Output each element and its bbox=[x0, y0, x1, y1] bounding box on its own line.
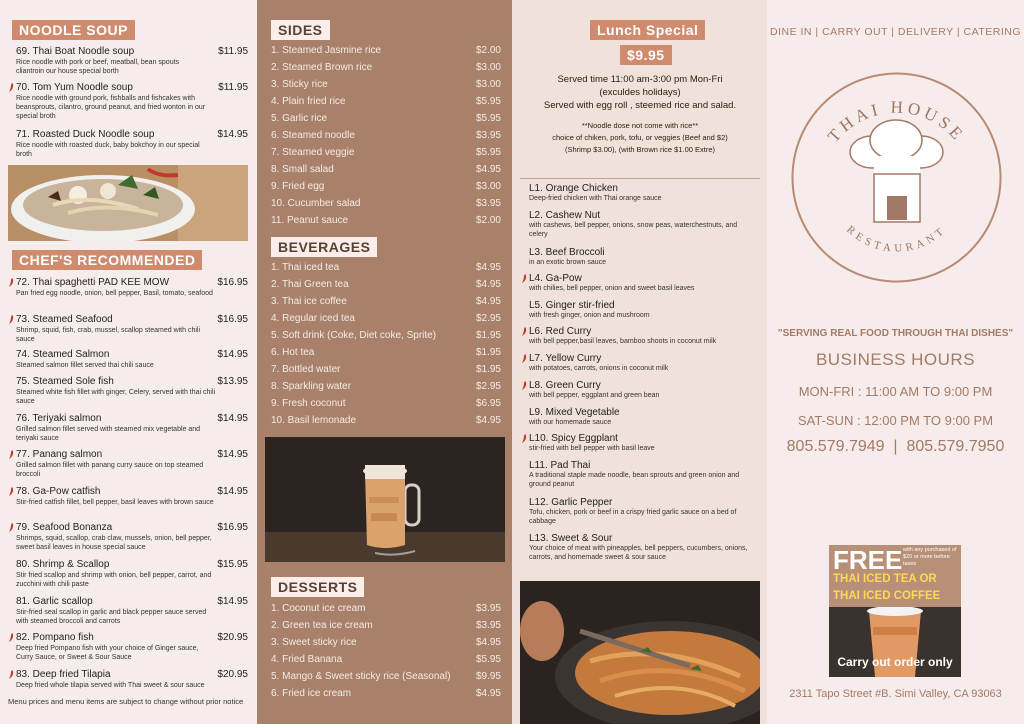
item-description: Shrimps, squid, scallop, crab claw, mussels, onion, bell pepper, sweet basil leaves in house special sauce bbox=[16, 535, 212, 551]
item-name: 75. Steamed Sole fish bbox=[16, 376, 114, 387]
house-icon bbox=[874, 174, 920, 222]
item-name: 2. Steamed Brown rice bbox=[271, 62, 373, 73]
logo-bottom-text: RESTAURANT bbox=[844, 223, 949, 255]
item-name: 4. Plain fried rice bbox=[271, 96, 346, 107]
desserts-header: DESSERTS bbox=[271, 577, 364, 597]
item-price: $6.95 bbox=[475, 398, 501, 409]
chili-icon bbox=[521, 274, 527, 283]
promo-card bbox=[829, 545, 961, 677]
item-description: Pan fried egg noodle, onion, bell pepper, Basil, tomato, seafood bbox=[16, 290, 213, 297]
item-name: L4. Ga-Pow bbox=[529, 273, 582, 284]
item-description: Your choice of meat with pineapples, bell peppers, cucumbers, onions, carrots, and homemade sweet & sour sauce bbox=[529, 545, 748, 561]
item-price: $1.95 bbox=[475, 330, 501, 341]
item-name: 3. Sticky rice bbox=[271, 79, 328, 90]
phone-numbers[interactable]: 805.579.7949 | 805.579.7950 bbox=[786, 438, 1005, 455]
svg-text:RESTAURANT bbox=[844, 224, 949, 255]
promo-line1: THAI ICED TEA OR bbox=[833, 573, 937, 585]
item-description: Deep fried whole tilapia served with Thai sweet & sour sauce bbox=[16, 682, 205, 689]
slogan: "SERVING REAL FOOD THROUGH THAI DISHES" bbox=[777, 328, 1014, 339]
lunch-price-badge: $9.95 bbox=[620, 45, 672, 65]
item-price: $5.95 bbox=[475, 96, 501, 107]
item-name: 82. Pompano fish bbox=[16, 632, 94, 643]
item-name: L6. Red Curry bbox=[529, 326, 592, 337]
item-name: 2. Thai Green tea bbox=[271, 279, 349, 290]
chili-icon bbox=[8, 315, 14, 324]
item-name: 6. Steamed noodle bbox=[271, 130, 355, 141]
item-price: $2.95 bbox=[475, 313, 501, 324]
item-price: $2.00 bbox=[475, 45, 501, 56]
item-name: 72. Thai spaghetti PAD KEE MOW bbox=[16, 277, 170, 288]
item-price: $2.95 bbox=[475, 381, 501, 392]
chili-icon bbox=[8, 633, 14, 642]
item-name: 8. Small salad bbox=[271, 164, 334, 175]
item-price: $2.00 bbox=[475, 215, 501, 226]
item-price: $14.95 bbox=[217, 449, 248, 460]
item-description: stir-fried with bell pepper with basil leave bbox=[529, 445, 655, 452]
item-name: 77. Panang salmon bbox=[16, 449, 103, 460]
item-name: L10. Spicy Eggplant bbox=[529, 433, 618, 444]
item-description: Tofu, chicken, pork or beef in a crispy fried garlic sauce on a bed of cabbage bbox=[529, 509, 737, 525]
panel-right bbox=[767, 0, 1024, 724]
lunch-hours bbox=[520, 73, 760, 112]
item-price: $3.00 bbox=[475, 181, 501, 192]
item-name: 1. Thai iced tea bbox=[271, 262, 340, 273]
item-name: 78. Ga-Pow catfish bbox=[16, 486, 101, 497]
item-name: 10. Cucumber salad bbox=[271, 198, 361, 209]
logo-top-text: THAI HOUSE bbox=[824, 97, 969, 146]
price-notice: Menu prices and menu items are subject to change without prior notice bbox=[8, 697, 244, 706]
item-price: $11.95 bbox=[218, 82, 248, 93]
item-description: Deep fried Pompano fish with your choice of Ginger sauce, Curry Sauce, or Sweet & Sour Sauce bbox=[16, 645, 199, 661]
lunch-special-header: Lunch Special bbox=[590, 20, 705, 40]
item-description: with cashews, bell pepper, onions, snow peas, waterchestnuts, and celery bbox=[529, 222, 738, 238]
item-price: $3.95 bbox=[475, 620, 501, 631]
noodle-soup-header: NOODLE SOUP bbox=[12, 20, 135, 40]
item-price: $3.00 bbox=[475, 79, 501, 90]
item-name: 6. Fried ice cream bbox=[271, 688, 352, 699]
item-price: $14.95 bbox=[217, 596, 248, 607]
item-price: $3.95 bbox=[475, 130, 501, 141]
item-name: L13. Sweet & Sour bbox=[529, 533, 613, 544]
item-name: 71. Roasted Duck Noodle soup bbox=[16, 129, 155, 140]
item-price: $9.95 bbox=[475, 671, 501, 682]
item-description: with our homemade sauce bbox=[529, 419, 612, 426]
promo-line2: THAI ICED COFFEE bbox=[833, 590, 941, 602]
item-description: with chilies, bell pepper, onion and sweet basil leaves bbox=[529, 285, 695, 292]
item-name: 74. Steamed Salmon bbox=[16, 349, 110, 360]
item-name: L11. Pad Thai bbox=[529, 460, 591, 471]
chili-icon bbox=[8, 278, 14, 287]
thai-iced-tea-photo bbox=[265, 437, 505, 562]
chili-icon bbox=[8, 487, 14, 496]
item-name: 9. Fresh coconut bbox=[271, 398, 346, 409]
item-name: 11. Peanut sauce bbox=[271, 215, 349, 226]
lunch-note2: choice of chiken, pork, tofu, or veggies (Beef and $2) bbox=[552, 133, 728, 142]
item-price: $3.95 bbox=[475, 603, 501, 614]
item-price: $14.95 bbox=[217, 349, 248, 360]
item-description: Stir fried scallop and shrimp with onion, bell pepper, carrot, and zucchini with chili paste bbox=[16, 572, 212, 588]
item-name: 6. Hot tea bbox=[271, 347, 315, 358]
item-description: with fresh ginger, onion and mushroom bbox=[529, 312, 650, 319]
item-name: 2. Green tea ice cream bbox=[271, 620, 373, 631]
chili-icon bbox=[521, 381, 527, 390]
item-name: 4. Regular iced tea bbox=[271, 313, 355, 324]
services-line: DINE IN | CARRY OUT | DELIVERY | CATERING bbox=[770, 26, 1021, 38]
lunch-divider bbox=[520, 178, 760, 179]
chili-icon bbox=[8, 83, 14, 92]
item-price: $4.95 bbox=[475, 415, 501, 426]
item-price: $16.95 bbox=[217, 277, 248, 288]
item-name: 5. Garlic rice bbox=[271, 113, 328, 124]
chef-hat-icon bbox=[850, 120, 943, 174]
item-price: $4.95 bbox=[475, 637, 501, 648]
item-description: A traditional staple made noodle, bean sprouts and green onion and ground peanut bbox=[529, 472, 740, 488]
item-price: $14.95 bbox=[217, 129, 248, 140]
item-name: L5. Ginger stir-fried bbox=[529, 300, 615, 311]
lunch-note3: (Shrimp $3.00), (with Brown rice $1.00 Extre) bbox=[564, 145, 716, 154]
item-name: 5. Mango & Sweet sticky rice (Seasonal) bbox=[271, 671, 451, 682]
address: 2311 Tapo Street #B. Simi Valley, CA 93063 bbox=[789, 688, 1002, 700]
item-price: $4.95 bbox=[475, 164, 501, 175]
item-description: Steamed salmon fillet served thai chili sauce bbox=[16, 362, 154, 369]
item-name: 73. Steamed Seafood bbox=[16, 314, 113, 325]
item-price: $1.95 bbox=[475, 347, 501, 358]
chili-icon bbox=[8, 670, 14, 679]
item-description: with bell pepper, eggplant and green bean bbox=[529, 392, 660, 399]
chili-icon bbox=[8, 523, 14, 532]
lunch-note1: **Noodle dose not come with rice** bbox=[581, 121, 699, 130]
item-name: 9. Fried egg bbox=[271, 181, 325, 192]
hours-weekday: MON-FRI : 11:00 AM TO 9:00 PM bbox=[798, 384, 993, 399]
lunch-time-line1: Served time 11:00 am-3:00 pm Mon-Fri bbox=[557, 74, 723, 85]
item-name: 3. Thai ice coffee bbox=[271, 296, 347, 307]
item-description: in an exotic brown sauce bbox=[529, 259, 607, 266]
item-name: L3. Beef Broccoli bbox=[529, 247, 605, 258]
item-name: 3. Sweet sticky rice bbox=[271, 637, 357, 648]
lunch-time-line3: Served with egg roll , steemed rice and salad. bbox=[543, 100, 737, 111]
panel-left bbox=[0, 0, 257, 724]
pad-thai-wok-photo bbox=[520, 581, 760, 724]
lunch-time-line2: (exculdes holidays) bbox=[599, 87, 681, 98]
lunch-notes bbox=[520, 120, 760, 156]
chili-icon bbox=[8, 450, 14, 459]
item-name: 83. Deep fried Tilapia bbox=[16, 669, 111, 680]
item-price: $3.00 bbox=[475, 62, 501, 73]
item-description: Shrimp, squid, fish, crab, mussel, scallop steamed with chili sauce bbox=[16, 327, 201, 343]
item-name: 7. Bottled water bbox=[271, 364, 341, 375]
item-price: $4.95 bbox=[475, 688, 501, 699]
hours-weekend: SAT-SUN : 12:00 PM TO 9:00 PM bbox=[797, 413, 994, 428]
item-price: $16.95 bbox=[217, 314, 248, 325]
restaurant-logo bbox=[789, 70, 1004, 285]
promo-condition: with any purchased of $20 or more before taxes bbox=[903, 547, 957, 567]
item-price: $5.95 bbox=[475, 113, 501, 124]
item-name: 7. Steamed veggie bbox=[271, 147, 355, 158]
item-description: Stir-fried catfish fillet, bell pepper, basil leaves with brown sauce bbox=[16, 499, 214, 506]
item-description: with potatoes, carrots, onions in coconut milk bbox=[529, 365, 669, 372]
item-name: 8. Sparkling water bbox=[271, 381, 352, 392]
promo-carry-out: Carry out order only bbox=[837, 655, 953, 669]
item-name: 1. Steamed Jasmine rice bbox=[271, 45, 382, 56]
item-name: 1. Coconut ice cream bbox=[271, 603, 366, 614]
item-description: Grilled salmon fillet with panang curry sauce on top steamed broccoli bbox=[16, 462, 204, 478]
item-name: L8. Green Curry bbox=[529, 380, 601, 391]
item-name: 4. Fried Banana bbox=[271, 654, 343, 665]
item-price: $4.95 bbox=[475, 262, 501, 273]
item-name: L9. Mixed Vegetable bbox=[529, 407, 620, 418]
item-name: 76. Teriyaki salmon bbox=[16, 413, 102, 424]
item-price: $13.95 bbox=[217, 376, 248, 387]
item-name: L2. Cashew Nut bbox=[529, 210, 601, 221]
item-price: $15.95 bbox=[217, 559, 248, 570]
item-price: $5.95 bbox=[475, 654, 501, 665]
item-price: $4.95 bbox=[475, 279, 501, 290]
item-price: $20.95 bbox=[217, 669, 248, 680]
item-price: $1.95 bbox=[475, 364, 501, 375]
chili-icon bbox=[521, 354, 527, 363]
item-price: $14.95 bbox=[217, 486, 248, 497]
item-description: Steamed white fish fillet with ginger, Celery, served with thai chili sauce bbox=[16, 389, 216, 405]
chili-icon bbox=[521, 327, 527, 336]
item-name: 5. Soft drink (Coke, Diet coke, Sprite) bbox=[271, 330, 437, 341]
item-name: 81. Garlic scallop bbox=[16, 596, 93, 607]
item-description: Stir-fried seal scallop in garlic and black pepper sauce served with steamed broccoli and carrots bbox=[16, 609, 207, 625]
item-name: L12. Garlic Pepper bbox=[529, 497, 613, 508]
item-name: 69. Thai Boat Noodle soup bbox=[16, 46, 135, 57]
beverages-header: BEVERAGES bbox=[271, 237, 377, 257]
item-description: Rice noodle with ground pork, fishballs and fishcakes with beansprouts, cilantro, ground peanut, and fried wonton in our special broth bbox=[16, 95, 206, 120]
item-price: $11.95 bbox=[218, 46, 248, 57]
chili-icon bbox=[521, 434, 527, 443]
item-price: $3.95 bbox=[475, 198, 501, 209]
item-name: L1. Orange Chicken bbox=[529, 183, 618, 194]
item-price: $5.95 bbox=[475, 147, 501, 158]
business-hours-title: BUSINESS HOURS bbox=[815, 350, 976, 369]
chef-recommended-header: CHEF'S RECOMMENDED bbox=[12, 250, 202, 270]
item-description: Grilled salmon fillet served with steamed mix vegetable and teriyaki sauce bbox=[16, 426, 201, 442]
item-price: $16.95 bbox=[217, 522, 248, 533]
item-price: $14.95 bbox=[217, 413, 248, 424]
item-description: Rice noodle with pork or beef, meatball, bean spouts cliantroin our house special borth bbox=[16, 59, 180, 75]
item-name: L7. Yellow Curry bbox=[529, 353, 602, 364]
noodle-soup-photo bbox=[8, 165, 248, 241]
sides-header: SIDES bbox=[271, 20, 330, 40]
promo-free: FREE bbox=[833, 545, 903, 575]
item-description: Deep-fried chicken with Thai orange sauce bbox=[529, 195, 662, 202]
item-name: 79. Seafood Bonanza bbox=[16, 522, 113, 533]
item-price: $20.95 bbox=[217, 632, 248, 643]
item-price: $4.95 bbox=[475, 296, 501, 307]
item-name: 10. Basil lemonade bbox=[271, 415, 357, 426]
item-name: 70. Tom Yum Noodle soup bbox=[16, 82, 133, 93]
item-name: 80. Shrimp & Scallop bbox=[16, 559, 110, 570]
item-description: Rice noodle with roasted duck, baby bokchoy in our special broth bbox=[16, 142, 200, 158]
item-description: with bell pepper,basil leaves, bamboo shoots in coconut milk bbox=[529, 338, 717, 345]
